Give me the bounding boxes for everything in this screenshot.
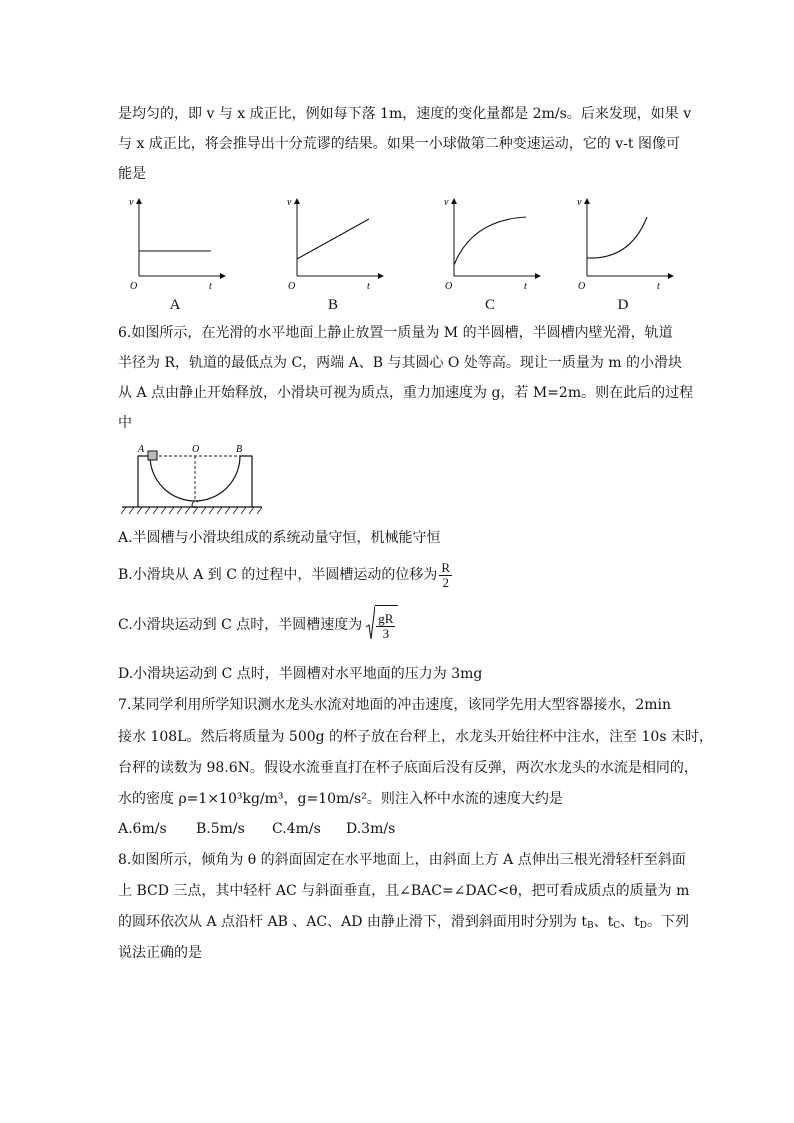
sqrt-expression [365,605,398,645]
graph-c-t-arrow [535,273,541,279]
graph-b-origin-label: O [288,281,296,292]
graph-b-t-label: t [367,281,370,292]
q8-line-3-text: 的圆环依次从 A 点沿杆 AB 、AC、AD 由静止滑下，滑到斜面用时分别为 t [118,914,587,930]
graph-c-option-label: C [484,297,495,313]
graph-d-origin-label: O [578,281,586,292]
subscript-c: C [613,921,621,931]
q8-line-2: 上 BCD 三点，其中轻杆 AC 与斜面垂直，且∠BAC=∠DAC<θ，把可看成质点的质量为 m [118,883,690,899]
separator-1: 、t [593,914,614,930]
point-o-label: O [192,444,200,455]
q6-option-d: D.小滑块运动到 C 点时，半圆槽对水平地面的压力为 3mg [118,666,483,682]
graph-a-v-label: v [129,197,134,208]
point-b-label: B [236,444,243,455]
fraction-denominator: 3 [382,625,390,641]
q7-line-2: 接水 108L。然后将质量为 500g 的杯子放在台秤上，水龙头开始往杯中注水，注至 10s 末时， [118,729,713,745]
q7-options [118,819,678,839]
q6-option-b-text: B.小滑块从 A 到 C 的过程中，半圆槽运动的位移为 [118,567,438,583]
graph-b-svg [285,192,425,292]
graph-b [285,192,425,317]
q6-option-c [118,605,678,645]
q8-line-3 [118,912,690,936]
graph-b-option-label: B [327,297,338,313]
graph-a-t-label: t [209,281,212,292]
slider-block [148,451,157,460]
intro-line-2: 与 x 成正比，将会推导出十分荒谬的结果。如果一小球做第二种变速运动，它的 v-t 图像可 [118,136,680,152]
fraction-denominator: 2 [442,574,449,590]
q8-line-3-end: 。下列 [647,914,690,930]
q6-line-2: 半径为 R，轨道的最低点为 C，两端 A、B 与其圆心 O 处等高。现让一质量为 m 的小滑块 [118,355,683,371]
q6-option-c-text: C.小滑块运动到 C 点时，半圆槽速度为 [118,617,363,633]
graph-d-svg [575,192,715,292]
graph-b-t-arrow [378,273,384,279]
graph-a-origin-label: O [130,281,138,292]
fraction-r-over-2 [439,561,452,590]
graph-a [127,192,267,317]
point-c-label: C [191,500,198,511]
graph-a-option-label: A [169,297,181,313]
fraction-numerator: gR [378,610,394,626]
q6-line-1: 6.如图所示，在光滑的水平地面上静止放置一质量为 M 的半圆槽，半圆槽内壁光滑，轨道 [118,325,673,341]
q6-option-a: A.半圆槽与小滑块组成的系统动量守恒，机械能守恒 [118,530,441,546]
graph-a-t-arrow [220,273,226,279]
q8-line-4: 说法正确的是 [118,945,202,961]
intro-line-3: 能是 [118,166,146,182]
q7-option-c: C.4m/s [272,821,321,837]
q7-option-b: B.5m/s [196,821,245,837]
sqrt-sign-icon [365,605,375,641]
point-a-label: A [138,444,145,455]
q7-line-1: 7.某同学利用所学知识测水龙头水流对地面的冲击速度，该同学先用大型容器接水，2min [118,697,672,713]
graph-c-origin-label: O [445,281,453,292]
graph-b-curve [297,219,369,259]
q7-line-3: 台秤的读数为 98.6N。假设水流垂直打在杯子底面后没有反弹，两次水龙头的水流是相同的， [118,760,698,776]
graph-c-t-label: t [524,281,527,292]
graph-d-curve [587,217,647,258]
graph-d-t-arrow [668,273,674,279]
graph-c-curve [454,217,526,265]
subscript-d: D [639,921,648,931]
subscript-b: B [587,921,594,931]
intro-line-1: 是均匀的，即 v 与 x 成正比，例如每下落 1m，速度的变化量都是 2m/s。后来发现，如果 v [118,106,692,122]
q7-line-4: 水的密度 ρ=1×10³kg/m³，g=10m/s²。则注入杯中水流的速度大约是 [118,791,563,807]
graph-a-v-arrow [136,198,142,204]
sqrt-radicand [375,605,398,645]
q7-option-a: A.6m/s [118,821,167,837]
graph-d-v-label: v [577,197,582,208]
graph-a-svg [127,192,267,292]
q8-line-1: 8.如图所示，倾角为 θ 的斜面固定在水平地面上，由斜面上方 A 点伸出三根光滑轻杆至斜面 [118,852,686,868]
graph-d-v-arrow [584,198,590,204]
graph-c-v-arrow [451,198,457,204]
q6-line-4: 中 [118,415,132,431]
halfpipe-svg [118,440,268,520]
graph-c [442,192,582,317]
q6-option-b [118,560,678,590]
fraction-numerator: R [441,559,451,575]
graph-d [575,192,715,317]
q7-option-d: D.3m/s [346,821,396,837]
graph-d-option-label: D [617,297,629,313]
graph-b-v-label: v [287,197,292,208]
graph-c-svg [442,192,582,292]
q6-line-3: 从 A 点由静止开始释放，小滑块可视为质点，重力加速度为 g，若 M=2m。则在此后的过程 [118,385,694,401]
halfpipe-figure [118,440,268,520]
graph-b-v-arrow [294,198,300,204]
fraction-gr-over-3 [376,612,395,641]
separator-2: 、t [620,914,640,930]
graph-c-v-label: v [444,197,449,208]
graph-d-t-label: t [657,281,660,292]
